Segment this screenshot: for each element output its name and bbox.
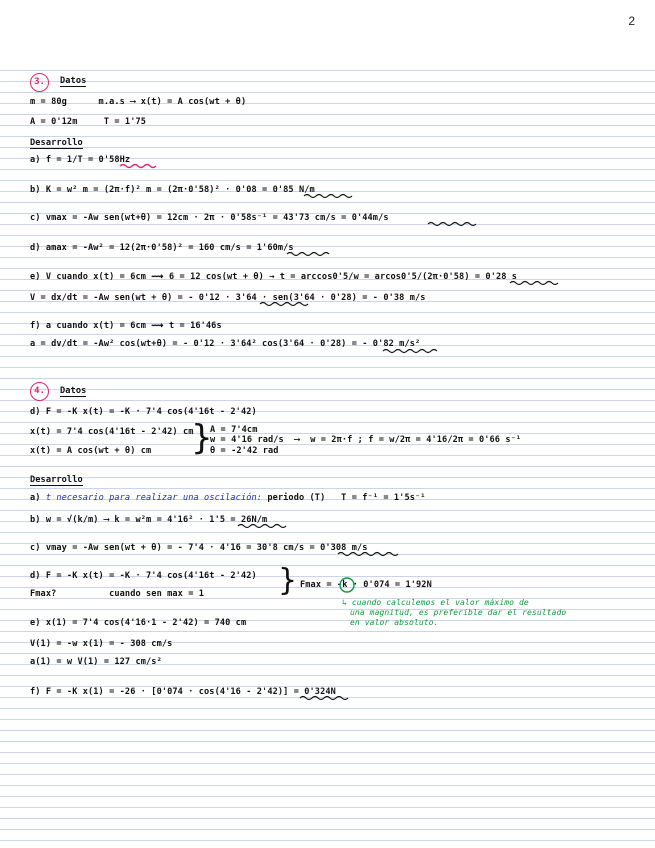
green-note-line-3: en valor absoluto. xyxy=(350,618,439,627)
problem-3-answer-a: a) f = 1/T = 0'58Hz xyxy=(30,155,131,165)
brace-icon: } xyxy=(278,563,298,598)
problem-3-number-badge: 3. xyxy=(30,73,49,92)
wavy-underline xyxy=(238,525,286,528)
green-note-line-2: una magnitud, es preferible dar el resultado xyxy=(350,608,567,617)
problem-4-number-badge: 4. xyxy=(30,382,49,401)
problem-4-answer-e-line-2: V(1) = -w x(1) = - 308 cm/s xyxy=(30,639,173,649)
wavy-underline xyxy=(287,253,329,256)
page-number: 2 xyxy=(628,14,635,28)
answer-a-period: periodo (T) T = f⁻¹ = 1'5s⁻¹ xyxy=(262,493,426,503)
problem-3-data-line-2: A = 0'12m T = 1'75 xyxy=(30,117,147,127)
problem-4-answer-e-line-1: e) x(1) = 7'4 cos(4'16·1 - 2'42) = 740 cm xyxy=(30,618,247,628)
problem-4-title: Datos xyxy=(60,386,87,396)
problem-4-answer-c: c) vmay = -Aw sen(wt + θ) = - 7'4 · 4'16 = 30'8 cm/s = 0'308 m/s xyxy=(30,543,368,553)
problem-4-fmax-result: Fmax = -k · 0'074 = 1'92N xyxy=(300,580,432,590)
problem-3-answer-e-line-2: V = dx/dt = -Aw sen(wt + θ) = - 0'12 · 3'64 · sen(3'64 · 0'28) = - 0'38 m/s xyxy=(30,293,426,303)
wavy-underline xyxy=(120,165,156,168)
problem-3-answer-b: b) K = w² m = (2π·f)² m = (2π·0'58)² · 0'08 = 0'85 N/m xyxy=(30,185,315,195)
problem-3-title: Datos xyxy=(60,76,87,86)
answer-a-prefix: a) xyxy=(30,493,46,503)
problem-4-answer-d-line-2: Fmax? cuando sen max = 1 xyxy=(30,589,205,599)
wavy-underline xyxy=(428,223,476,226)
wavy-underline xyxy=(300,697,348,700)
brace-icon: } xyxy=(191,418,213,458)
problem-4-equation-given: x(t) = 7'4 cos(4'16t - 2'42) cm xyxy=(30,427,194,437)
problem-4-development-heading: Desarrollo xyxy=(30,475,83,485)
green-note-line-1: ↳ cuando calculemos el valor máximo de xyxy=(342,598,529,607)
problem-4-equation-general: x(t) = A cos(wt + θ) cm xyxy=(30,446,152,456)
problem-4-angular-frequency: w = 4'16 rad/s ⟶ w = 2π·f ; f = w/2π = 4'16/2π = 0'66 s⁻¹ xyxy=(210,435,522,445)
problem-3-development-heading: Desarrollo xyxy=(30,138,83,148)
answer-a-blue-note: t necesario para realizar una oscilación: xyxy=(45,493,263,503)
wavy-underline xyxy=(383,350,437,353)
problem-4-phase: θ = -2'42 rad xyxy=(210,446,279,456)
wavy-underline xyxy=(338,553,398,556)
wavy-underline xyxy=(510,282,558,285)
problem-3-answer-f-line-1: f) a cuando x(t) = 6cm ⟿ t = 16'46s xyxy=(30,321,222,331)
problem-3-data-line-1: m = 80g m.a.s ⟶ x(t) = A cos(wt + θ) xyxy=(30,97,247,107)
problem-3-answer-c: c) vmax = -Aw sen(wt+θ) = 12cm · 2π · 0'58s⁻¹ = 43'73 cm/s = 0'44m/s xyxy=(30,213,389,223)
problem-4-answer-d-line-1: d) F = -K x(t) = -K · 7'4 cos(4'16t - 2'42) xyxy=(30,571,257,581)
wavy-underline xyxy=(260,303,308,306)
problem-3-answer-e-line-1: e) V cuando x(t) = 6cm ⟿ 6 = 12 cos(wt + θ) → t = arccos0'5/w = arcos0'5/(2π·0'58) = 0'28 s xyxy=(30,272,518,282)
green-circle-mark xyxy=(340,578,354,592)
problem-4-answer-e-line-3: a(1) = w V(1) = 127 cm/s² xyxy=(30,657,162,667)
problem-4-answer-b: b) w = √(k/m) ⟶ k = w²m = 4'16² · 1'5 = 26N/m xyxy=(30,515,268,525)
problem-4-amplitude: A = 7'4cm xyxy=(210,425,258,435)
problem-4-data-mass: d) F = -K x(t) = -K · 7'4 cos(4'16t - 2'42) xyxy=(30,407,257,417)
wavy-underline xyxy=(304,195,352,198)
problem-4-answer-f: f) F = -K x(1) = -26 · [0'074 · cos(4'16 - 2'42)] = 0'324N xyxy=(30,687,336,697)
problem-3-answer-f-line-2: a = dv/dt = -Aw² cos(wt+θ) = - 0'12 · 3'64² cos(3'64 · 0'28) = - 0'82 m/s² xyxy=(30,339,421,349)
problem-3-answer-d: d) amax = -Aw² = 12(2π·0'58)² = 160 cm/s = 1'60m/s xyxy=(30,243,294,253)
